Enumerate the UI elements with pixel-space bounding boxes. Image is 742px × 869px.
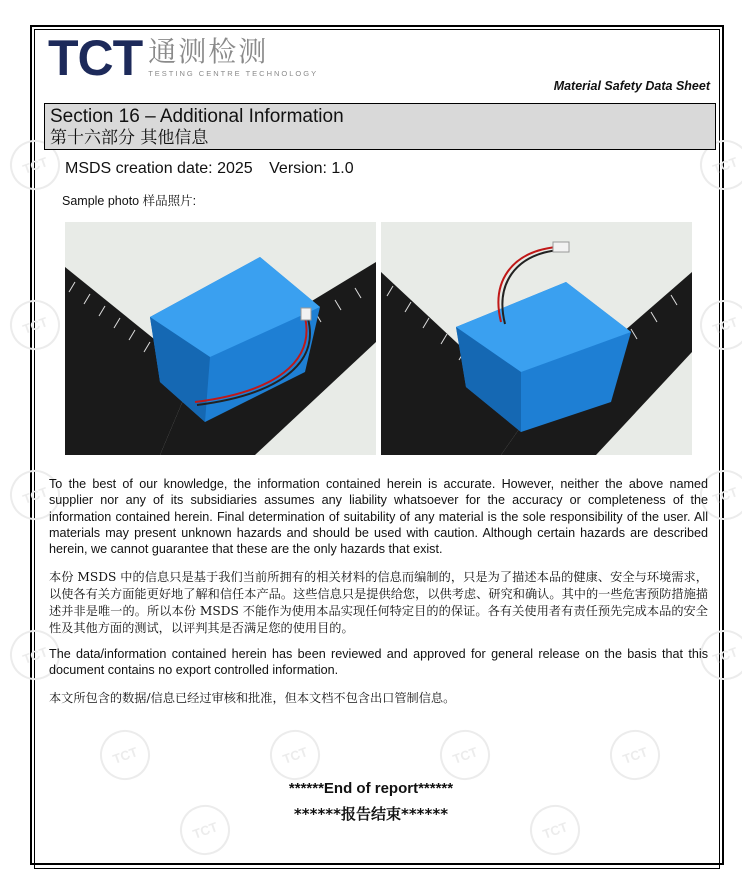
version: Version: 1.0 bbox=[269, 160, 354, 177]
watermark-logo: TCT bbox=[693, 293, 742, 357]
watermark-logo: TCT bbox=[693, 133, 742, 197]
watermark-logo: TCT bbox=[3, 293, 67, 357]
document-type: Material Safety Data Sheet bbox=[553, 79, 710, 93]
watermark-logo: TCT bbox=[433, 723, 497, 787]
sample-photo-1 bbox=[65, 222, 376, 455]
section-title: Section 16 – Additional Information bbox=[50, 106, 344, 127]
watermark-logo: TCT bbox=[3, 623, 67, 687]
company-logo bbox=[48, 30, 319, 86]
watermark-logo: TCT bbox=[3, 133, 67, 197]
logo-chinese-name: 通测检测 bbox=[148, 35, 269, 68]
export-paragraph-cn: 本文所包含的数据/信息已经过审核和批准，但本文档不包含出口管制信息。 bbox=[49, 691, 456, 705]
logo-english-name: TESTING CENTRE TECHNOLOGY bbox=[148, 69, 319, 78]
watermark-logo: TCT bbox=[3, 463, 67, 527]
watermark-logo: TCT bbox=[693, 463, 742, 527]
end-of-report-en: ******End of report****** bbox=[288, 780, 454, 797]
disclaimer-paragraph-cn: 本份 MSDS 中的信息只是基于我们当前所拥有的相关材料的信息而编制的，只是为了描述本品的健康、安全与环境需求，以使各有关方面能更好地了解和信任本产品。这些信息只是提供给您，以供考虑、研究和确认。其中的一些危害预防措施描述并非是唯一的。所以本份 MSDS 不能作为使用本品实现任何特定目的的保证。各有关使用者有责任预先完成本品的安全性及其他方面的测试，以评判其是否满足您的使用目的。 bbox=[49, 570, 708, 635]
watermark-logo: TCT bbox=[173, 798, 237, 862]
watermark-logo: TCT bbox=[693, 623, 742, 687]
section-header bbox=[44, 103, 716, 150]
end-of-report-cn: ******报告结束****** bbox=[293, 805, 449, 823]
watermark-logo: TCT bbox=[603, 723, 667, 787]
disclaimer-paragraph-en: To the best of our knowledge, the information contained herein is accurate. However, neither the above named supplier nor any of its subsidiaries assumes any liability whatsoever for the accuracy or completeness of the information contained herein. Final determination of suitability of any material is the sole responsibility of the user. All materials may present unknown hazards and should be used with caution. Although certain hazards are described herein, we cannot guarantee that these are the only hazards that exist. bbox=[49, 477, 708, 557]
sample-photo-2 bbox=[381, 222, 692, 455]
watermark-logo: TCT bbox=[523, 798, 587, 862]
msds-meta-line bbox=[65, 160, 366, 178]
creation-date: MSDS creation date: 2025 bbox=[65, 160, 253, 177]
logo-mark: TCT bbox=[48, 30, 143, 86]
watermark-logo: TCT bbox=[263, 723, 327, 787]
section-subtitle: 第十六部分 其他信息 bbox=[50, 128, 209, 148]
watermark-logo: TCT bbox=[93, 723, 157, 787]
sample-photo-label: Sample photo 样品照片: bbox=[62, 194, 197, 208]
export-paragraph-en: The data/information contained herein has been reviewed and approved for general release on the basis that this document contains no export controlled information. bbox=[49, 647, 708, 678]
